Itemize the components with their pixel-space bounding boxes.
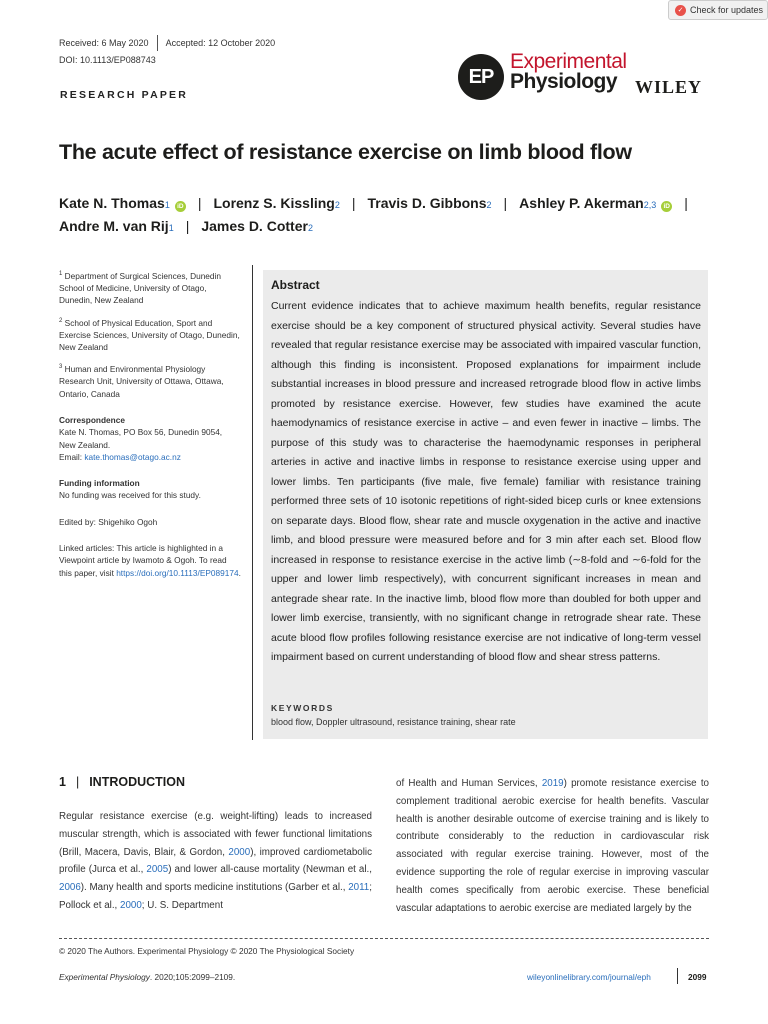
section-title: INTRODUCTION	[89, 775, 186, 789]
orcid-icon[interactable]: iD	[661, 201, 672, 212]
edited-by: Edited by: Shigehiko Ogoh	[59, 516, 158, 527]
keywords-heading: KEYWORDS	[271, 703, 334, 713]
intro-column-1	[59, 808, 372, 915]
author-name[interactable]: Travis D. Gibbons	[367, 195, 487, 211]
author-name[interactable]: Lorenz S. Kissling	[213, 195, 335, 211]
author-affiliation-ref[interactable]: 2	[307, 223, 313, 233]
check-for-updates-button[interactable]	[668, 0, 768, 20]
journal-citation: Experimental Physiology. 2020;105:2099–2109.	[59, 972, 236, 982]
reference-link[interactable]: 2005	[146, 864, 169, 876]
body-text: ). Many health and sports medicine institutions (Garber et al.,	[80, 882, 349, 894]
linked-articles: Linked articles: This article is highlighted in a Viewpoint article by Iwamoto & Ogoh. To read this paper, visit https://doi.org/10.1113/EP089174.	[59, 543, 241, 578]
section-number: 1	[59, 775, 66, 789]
email-link[interactable]: kate.thomas@otago.ac.nz	[84, 451, 181, 462]
body-text: Regular resistance exercise (e.g. weight-lifting) leads to increased muscular strength, which is associated with fewer functional limitations (Brill, Macera, Davis, Blair, & Gordon,	[59, 811, 372, 858]
column-divider	[252, 265, 253, 740]
author-separator: |	[684, 195, 688, 211]
author-affiliation-ref[interactable]: 1	[164, 200, 170, 210]
reference-link[interactable]: 2000	[120, 899, 142, 911]
body-text: ), improved cardiometabolic profile (Jurca et al.,	[59, 846, 372, 876]
author-affiliation-ref[interactable]: 1	[168, 223, 174, 233]
page-number-separator	[677, 968, 678, 984]
affiliation: $^1$ Department of Surgical Sciences, Dunedin School of Medicine, University of Otago, Dunedin, New Zealand	[59, 270, 221, 306]
article-type: RESEARCH PAPER	[60, 89, 189, 101]
intro-column-2	[396, 775, 709, 917]
orcid-icon[interactable]: iD	[175, 201, 186, 212]
funding-heading: Funding information	[59, 478, 140, 489]
author-name[interactable]: Kate N. Thomas	[59, 195, 165, 211]
section-heading-introduction	[59, 775, 185, 789]
author-affiliation-ref[interactable]: 2,3	[643, 200, 657, 210]
abstract-text: Current evidence indicates that to achieve maximum health benefits, regular resistance exercise should be a key component of structured physical activity. Several studies have revealed that regular resistance exercise may be associated with impaired vascular function, although this finding is inconsistent. Proposed explanations for impairment include substantial increases in blood pressure and increased retrograde blood flow in active limbs promoted by resistance exercise. However, few studies have examined the acute haemodynamics of resistance exercise in active – and even fewer in inactive – limbs. The purpose of this study was to characterise the haemodynamic responses in peripheral arteries in active and inactive limbs in response to resistance exercise using upper and lower limbs. Ten participants (five male, five female) familiar with resistance training performed three sets of 10 isotonic repetitions of right-sided bicep curls or knee extensions on separate days. Blood flow, shear rate and muscle oxygenation in the active and inactive limb, and blood pressure were measured before and for 3 min after each set. Blood flow increased in response to resistance exercise in the active limb (∼8-fold and ∼6-fold for the upper and lower limb respectively), with concurrent significant increases in mean and antegrade shear rate. In the inactive limb, blood flow more than doubled for both upper and lower limb exercise, transiently, with no significant change in retrograde shear rate. These acute blood flow profiles following resistance exercise are not indicative of long-term vessel impairment based on current understanding of blood flow and shear stress patterns.	[271, 300, 701, 663]
correspondence: Correspondence Kate N. Thomas, PO Box 56, Dunedin 9054, New Zealand. Email: kate.thomas@otago.ac.nz	[59, 414, 223, 462]
copyright: © 2020 The Authors. Experimental Physiology © 2020 The Physiological Society	[59, 946, 355, 956]
keywords: blood flow, Doppler ultrasound, resistance training, shear rate	[271, 717, 516, 727]
footer-divider	[59, 938, 709, 939]
author-name[interactable]: Ashley P. Akerman	[519, 195, 644, 211]
authors-line-2	[59, 218, 313, 234]
reference-link[interactable]: 2006	[59, 882, 81, 894]
affiliation: $^3$ Human and Environmental Physiology Research Unit, University of Ottawa, Ottawa, Ontario, Canada	[59, 364, 224, 399]
funding-info: Funding information No funding was received for this study.	[59, 478, 201, 501]
journal-name-line2: Physiology	[510, 70, 618, 93]
paper-title: The acute effect of resistance exercise on limb blood flow	[59, 140, 632, 164]
abstract-heading: Abstract	[271, 278, 320, 292]
author-affiliation-ref[interactable]: 2	[334, 200, 340, 210]
body-text: of Health and Human Services,	[396, 778, 542, 789]
journal-name-line1: Experimental	[510, 50, 627, 73]
check-updates-icon: ✓	[675, 5, 686, 16]
author-name[interactable]: James D. Cotter	[201, 218, 308, 234]
reference-link[interactable]: 2011	[348, 882, 370, 894]
abstract-box	[263, 270, 708, 739]
reference-link[interactable]: 2000	[228, 846, 251, 858]
body-text: ) promote resistance exercise to complement traditional aerobic exercise for health benefits. Vascular health is another desirable outcome of exercise training and is likely to contribute considerably to the reduction in cardiovascular risk associated with regular exercise training. However, most of the evidence supporting the role of regular exercise in improving vascular health comes specifically from aerobic exercise. These beneficial vascular adaptations to aerobic exercise are mediated largely by the	[396, 778, 709, 914]
journal-url-link[interactable]: wileyonlinelibrary.com/journal/eph	[527, 972, 651, 982]
author-separator: |	[351, 195, 356, 211]
article-info-column	[59, 268, 241, 587]
check-updates-label: Check for updates	[690, 5, 764, 15]
author-separator: |	[197, 195, 202, 211]
received-date: Received: 6 May 2020	[59, 38, 149, 48]
section-separator: |	[75, 775, 80, 789]
journal-logo: EP	[458, 54, 504, 100]
correspondence-address: Kate N. Thomas, PO Box 56, Dunedin 9054, New Zealand.	[59, 427, 223, 450]
author-affiliation-ref[interactable]: 2	[486, 200, 492, 210]
body-text: ) and lower all-cause mortality (Newman et al.,	[168, 864, 372, 876]
publisher-logo: WILEY	[635, 77, 703, 97]
reference-link[interactable]: 2019	[541, 778, 564, 789]
date-separator	[157, 35, 158, 51]
author-separator: |	[185, 218, 190, 234]
affiliation: $^2$ School of Physical Education, Sport and Exercise Sciences, University of Otago, Dunedin, New Zealand	[59, 317, 240, 353]
authors-line-1	[59, 195, 700, 212]
accepted-date: Accepted: 12 October 2020	[165, 38, 276, 48]
author-separator: |	[503, 195, 508, 211]
author-name[interactable]: Andre M. van Rij	[59, 218, 169, 234]
body-text: ; Pollock et al.,	[59, 882, 372, 911]
article-dates	[59, 35, 275, 51]
linked-article-link[interactable]: https://doi.org/10.1113/EP089174	[116, 567, 239, 578]
doi: DOI: 10.1113/EP088743	[59, 55, 156, 65]
body-text: ; U. S. Department	[141, 899, 223, 911]
page-number: 2099	[688, 972, 707, 982]
correspondence-heading: Correspondence	[59, 414, 125, 425]
